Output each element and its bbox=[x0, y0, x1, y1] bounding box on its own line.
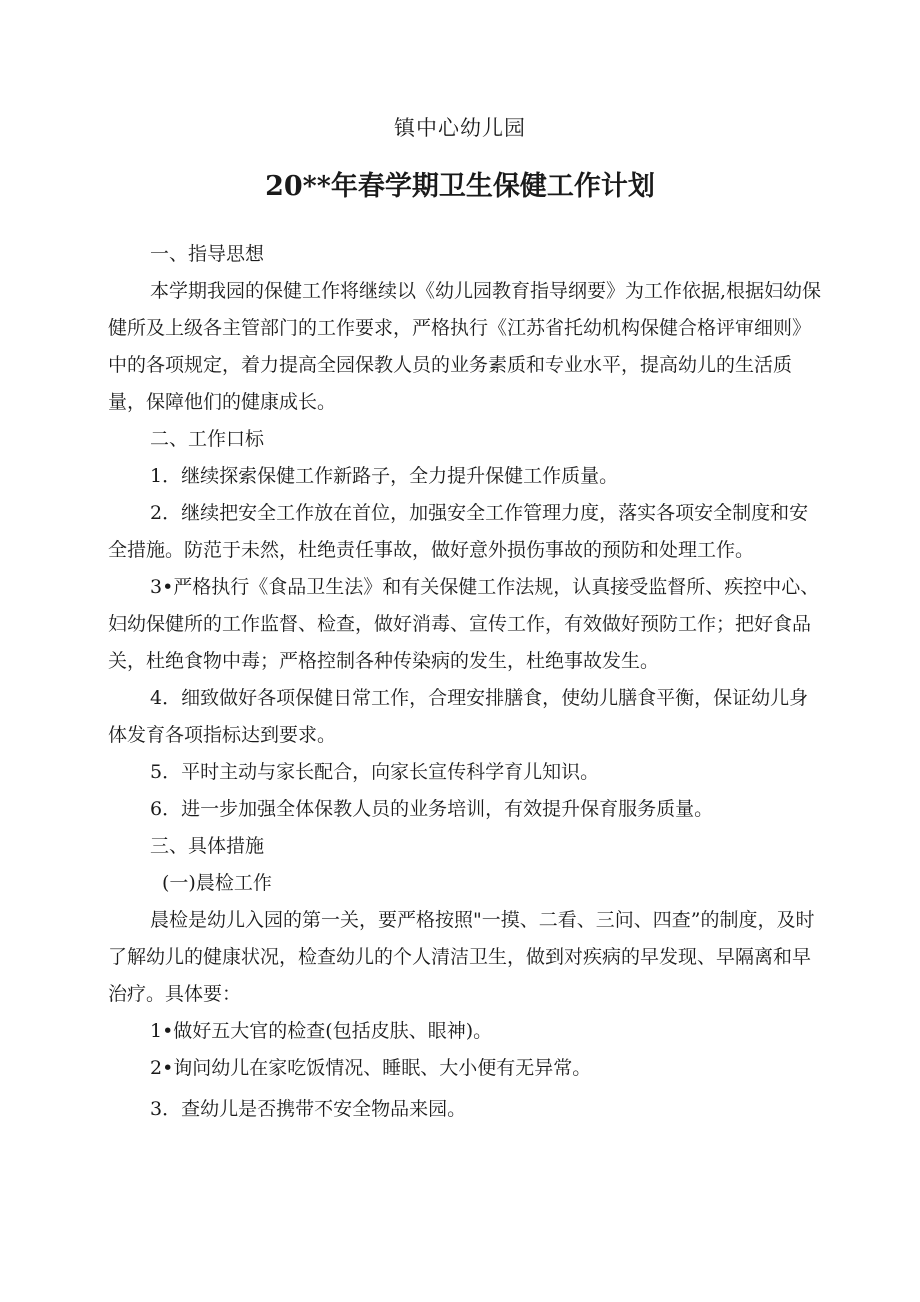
document-title: 20**年春学期卫生保健工作计划 bbox=[265, 171, 655, 202]
list-item: 6．进一步加强全体保教人员的业务培训，有效提升保育服务质量。 bbox=[150, 798, 714, 820]
organization-name: 镇中心幼儿园 bbox=[394, 116, 526, 140]
section-heading: 二、工作口标 bbox=[150, 428, 265, 450]
list-item: 5．平时主动与家长配合，向家长宣传科学育儿知识。 bbox=[150, 761, 600, 783]
list-item: 3．查幼儿是否携带不安全物品来园。 bbox=[150, 1098, 467, 1120]
list-item: 2．继续把安全工作放在首位，加强安全工作管理力度，落实各项安全制度和安全措施。防范于未然，杜绝责任事故，做好意外损伤事故的预防和处理工作。 bbox=[108, 502, 809, 561]
subsection-heading: (一)晨检工作 bbox=[162, 872, 272, 894]
list-item: 1．继续探索保健工作新路子，全力提升保健工作质量。 bbox=[150, 465, 619, 487]
list-item: 1•做好五大官的检查(包括皮肤、眼神)。 bbox=[150, 1020, 493, 1042]
section-heading: 一、指导思想 bbox=[150, 243, 265, 265]
section-heading: 三、具体措施 bbox=[150, 835, 265, 857]
document-body bbox=[108, 236, 824, 1128]
paragraph: 本学期我园的保健工作将继续以《幼儿园教育指导纲要》为工作依据,根据妇幼保健所及上级各主管部门的工作要求，严格执行《江苏省托幼机构保健合格评审细则》中的各项规定，着力提高全园保教人员的业务素质和专业水平，提高幼儿的生活质量，保障他们的健康成长。 bbox=[108, 280, 822, 413]
paragraph: 晨检是幼儿入园的第一关，要严格按照"一摸、二看、三问、四查”的制度，及时了解幼儿的健康状况，检查幼儿的个人清洁卫生，做到对疾病的早发现、早隔离和早治疗。具体要： bbox=[108, 909, 815, 1005]
list-item: 4．细致做好各项保健日常工作，合理安排膳食，使幼儿膳食平衡，保证幼儿身体发育各项指标达到要求。 bbox=[108, 687, 809, 746]
list-item: 2•询问幼儿在家吃饭情况、睡眠、大小便有无异常。 bbox=[150, 1057, 592, 1079]
list-item: 3•严格执行《食品卫生法》和有关保健工作法规，认真接受监督所、疾控中心、妇幼保健所的工作监督、检查，做好消毒、宣传工作，有效做好预防工作；把好食品关，杜绝食物中毒；严格控制各种传染病的发生，杜绝事故发生。 bbox=[108, 576, 820, 672]
